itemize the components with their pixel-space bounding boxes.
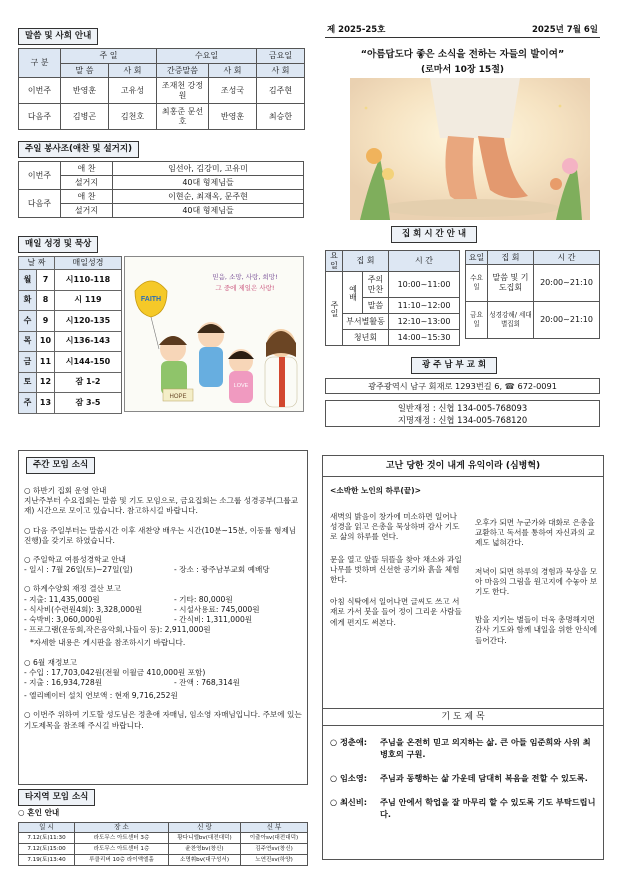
- issue-date: 2025년 7월 6일: [531, 25, 598, 35]
- bible-head-reading: 매일성경: [55, 257, 122, 270]
- sermon-head-sunday: 주 일: [61, 49, 157, 64]
- sermon-head-friday: 금요일: [257, 49, 305, 64]
- meetings-right-table: [465, 250, 600, 339]
- art-caption-1: 믿음, 소망, 사랑, 희망!: [212, 273, 278, 281]
- finance-line: - 간식비: 1,311,000원: [174, 615, 253, 625]
- finance-line: - 엘리베이터 설치 연보액 : 현재 9,716,252원: [24, 691, 178, 701]
- general-account: 일반재정 : 신협 134-005-768093: [397, 403, 528, 413]
- service-role: 애 찬: [61, 190, 113, 204]
- prayer-list: [330, 736, 598, 820]
- meet-time: 11:10~12:00: [389, 298, 460, 314]
- service-names: 40대 형제님들: [113, 204, 304, 218]
- children-illustration-art: [125, 257, 304, 412]
- meet-day: 금요일: [466, 302, 488, 339]
- bible-reading: 잠 1-2: [55, 372, 122, 393]
- wedding-heading: ○ 혼인 안내: [18, 808, 60, 817]
- bible-date: 9: [37, 311, 55, 332]
- cell: 김주현: [257, 78, 305, 104]
- meet-worship-label: 예배: [343, 272, 363, 314]
- service-role: 애 찬: [61, 162, 113, 176]
- wedding-head: 일 시: [19, 823, 75, 833]
- service-names: 40대 형제님들: [113, 176, 304, 190]
- bible-day: 수: [19, 311, 37, 332]
- service-group: 다음주: [19, 190, 61, 218]
- love-text: LOVE: [233, 383, 249, 389]
- bible-reading: 시120-135: [55, 311, 122, 332]
- finance-line: - 지출 : 16,934,728원: [24, 678, 103, 688]
- bible-day: 월: [19, 270, 37, 291]
- bible-date: 12: [37, 372, 55, 393]
- faith-text: FAITH: [140, 296, 162, 303]
- wedding-table: [18, 822, 308, 866]
- cell: 고유성: [109, 78, 157, 104]
- meet-time: 12:10~13:00: [389, 314, 460, 330]
- bible-reading: 시136-143: [55, 331, 122, 352]
- meet-sunday-label: 주일: [326, 272, 343, 346]
- row-label: 다음주: [19, 104, 61, 130]
- meet-name: 주의 만찬: [363, 272, 389, 298]
- poem-stanza: 문을 열고 앞뜰 뒤뜰을 찾아 채소와 과일나무를 벗하며 신선한 공기와 흙을 체험한다.: [330, 554, 462, 585]
- theme-verse: “아름답도다 좋은 소식을 전하는 자들의 발이여”: [360, 49, 565, 60]
- weekly-section-title: 주간 모임 소식: [26, 457, 95, 474]
- meet-time: 14:00~15:30: [389, 330, 460, 346]
- table-row: [19, 833, 308, 844]
- church-name: 광 주 남 부 교 회: [411, 357, 497, 374]
- cell: 7.12(토)11:30: [19, 833, 75, 844]
- prayer-title: 기 도 제 목: [322, 708, 604, 726]
- bulletin-header: [325, 20, 600, 38]
- prayer-name: ○ 정춘애:: [330, 737, 367, 747]
- table-row: [19, 270, 122, 291]
- church-address: 광주광역시 남구 회재로 1293번길 6,: [368, 381, 503, 391]
- service-section-title: 주일 봉사조(애찬 및 설거지): [18, 141, 139, 158]
- service-role: 설거지: [61, 176, 113, 190]
- weekly-item: ○ 하반기 집회 운영 안내: [24, 486, 107, 495]
- bible-date: 13: [37, 393, 55, 414]
- table-row: [19, 104, 305, 130]
- weekly-item: ○ 주일학교 여름성경학교 안내: [24, 555, 126, 565]
- relief-account: 지명재정 : 신협 134-005-768120: [397, 415, 528, 425]
- prayer-text: 주님과 동행하는 삶 가운데 담대히 복음을 전할 수 있도록.: [380, 773, 588, 783]
- bible-date: 8: [37, 290, 55, 311]
- cell: 소명휘bv(대구성서): [169, 855, 241, 866]
- church-address-box: [325, 378, 600, 394]
- table-row: [19, 290, 122, 311]
- prayer-item: [330, 796, 598, 820]
- poem-stanza: 저녁이 되면 하루의 경험과 묵상을 모아 마음의 그림을 원고지에 수놓아 보기도 한다.: [475, 566, 598, 597]
- poem-stanza: 새벽의 밝음이 창가에 미소하면 일어나 성경을 읽고 은총을 묵상하며 감사 기도로 삶의 하루를 연다.: [330, 512, 460, 542]
- meet-name: 말씀: [363, 298, 389, 314]
- bible-day: 토: [19, 372, 37, 393]
- service-names: 이현순, 최재옥, 문주현: [113, 190, 304, 204]
- bible-section-title: 매일 성경 및 묵상: [18, 236, 98, 253]
- cell: 7.12(토)15:00: [19, 844, 75, 855]
- finance-line: - 숙박비: 3,060,000원: [24, 615, 103, 625]
- sermon-head-category: 구 분: [19, 49, 61, 78]
- hope-text: HOPE: [169, 394, 187, 400]
- weekly-item-text: 지난주부터 수요집회는 말씀 및 기도 모임으로, 금요집회는 소그룹 성경공부(그룹교재) 시간으로 모이고 있습니다. 참고하시길 바랍니다.: [24, 496, 299, 516]
- cell: 황다니엘bv(대전대덕): [169, 833, 241, 844]
- service-group: 이번주: [19, 162, 61, 190]
- row-label: 이번주: [19, 78, 61, 104]
- table-row: [19, 352, 122, 373]
- weekly-news-body: [24, 486, 304, 731]
- sermon-head-wednesday: 수요일: [157, 49, 257, 64]
- bible-reading: 시 119: [55, 290, 122, 311]
- bible-head-date: 날 짜: [19, 257, 55, 270]
- bible-date: 11: [37, 352, 55, 373]
- table-row: [19, 311, 122, 332]
- cell: 이출아sv(대전대덕): [241, 833, 308, 844]
- theme-verse-ref: (로마서 10장 15절): [420, 65, 504, 75]
- prayer-text: 주님 안에서 학업을 잘 마무리 할 수 있도록 기도 부탁드립니다.: [380, 797, 596, 819]
- meet-day: 수요일: [466, 265, 488, 302]
- poem-stanza: 밤을 지키는 별들이 더욱 총명해지면 감사 기도와 함께 내일을 위한 안식에 들어간다.: [475, 615, 598, 645]
- cell: 김병곤: [61, 104, 109, 130]
- feet-illustration: [350, 78, 590, 220]
- camp-place: - 장소 : 광주남부교회 예배당: [174, 565, 270, 575]
- meetings-section-title: 집 회 시 간 안 내: [391, 226, 477, 243]
- meet-head: 시 간: [534, 251, 600, 265]
- weekly-item: ○ 이번주 위하여 기도할 성도님은 정춘애 자매님, 임소영 자매님입니다. 주보에 있는 기도제목을 참조해 주시길 바랍니다.: [24, 710, 302, 730]
- table-row: [19, 78, 305, 104]
- cell: 최홍준 문선호: [157, 104, 209, 130]
- sermon-table: [18, 48, 304, 130]
- camp-date: - 일시 : 7월 26일(토)~27일(일): [24, 565, 133, 575]
- prayer-name: ○ 최신비:: [330, 797, 367, 807]
- accounts-box: [325, 400, 600, 427]
- cell: 김천호: [109, 104, 157, 130]
- other-section-title: 타지역 모임 소식: [18, 789, 95, 806]
- cell: 노연진sv(하양): [241, 855, 308, 866]
- sermon-sub: 간증말씀: [157, 64, 209, 78]
- finance-note: *자세한 내용은 게시판을 참조하시기 바랍니다.: [30, 638, 186, 648]
- children-illustration: [124, 256, 304, 412]
- finance-line: - 프로그램(운동회,작은음악회,나들이 등): 2,911,000원: [24, 625, 211, 635]
- meet-time: 10:00~11:00: [389, 272, 460, 298]
- sermon-section-title: 말씀 및 사회 안내: [18, 28, 98, 45]
- meet-name: 청년회: [343, 330, 389, 346]
- cell: 조성국: [209, 78, 257, 104]
- meditation-right-column: [475, 518, 599, 646]
- meet-name: 말씀 및 기도집회: [488, 265, 534, 302]
- table-row: [19, 844, 308, 855]
- cell: 조재천 강정원: [157, 78, 209, 104]
- sermon-sub: 사 회: [257, 64, 305, 78]
- meet-name: 부서별활동: [343, 314, 389, 330]
- meet-head: 집 회: [488, 251, 534, 265]
- meetings-left-table: [325, 250, 460, 346]
- service-role: 설거지: [61, 204, 113, 218]
- cell: 반영훈: [209, 104, 257, 130]
- bible-reading: 시110-118: [55, 270, 122, 291]
- bible-reading: 잠 3-5: [55, 393, 122, 414]
- weekly-item: ○ 다음 주일부터는 말씀시간 이후 새찬양 배우는 시간(10분~15분, 이동률 형제님 진행)을 갖기로 하였습니다.: [24, 525, 297, 545]
- table-row: [19, 331, 122, 352]
- bible-day: 목: [19, 331, 37, 352]
- table-row: [19, 855, 308, 866]
- cell: 최승한: [257, 104, 305, 130]
- meditation-left-column: [330, 512, 462, 628]
- meditation-subtitle: <소박한 노인의 하루(끝)>: [330, 486, 421, 495]
- wedding-head: 신 부: [241, 823, 308, 833]
- meet-time: 20:00~21:10: [534, 265, 600, 302]
- sermon-sub: 말 씀: [61, 64, 109, 78]
- table-row: [19, 393, 122, 414]
- finance-line: - 시설사용료: 745,000원: [174, 604, 260, 614]
- meet-head: 시 간: [389, 251, 460, 272]
- issue-number: 제 2025-25호: [327, 25, 386, 35]
- finance-line: - 지출: 11,435,000원: [24, 594, 100, 604]
- weekly-item: ○ 하계수양회 재정 결산 보고: [24, 584, 121, 594]
- sermon-sub: 사 회: [209, 64, 257, 78]
- service-table: [18, 161, 304, 218]
- service-names: 임선아, 김강미, 고유미: [113, 162, 304, 176]
- cell: 라도무스 아트센터 3층: [75, 833, 169, 844]
- prayer-text: 주님을 온전히 믿고 의지하는 삶. 큰 아들 임준희와 사위 최병호의 구원.: [380, 737, 591, 759]
- meet-head: 요일: [326, 251, 343, 272]
- finance-line: - 식사비(수련원4회): 3,328,000원: [24, 604, 143, 614]
- meet-head: 요일: [466, 251, 488, 265]
- weekly-item: ○ 6월 재정보고: [24, 657, 77, 667]
- prayer-name: ○ 임소영:: [330, 773, 367, 783]
- wedding-head: 신 랑: [169, 823, 241, 833]
- wedding-head: 장 소: [75, 823, 169, 833]
- meet-head: 집 회: [343, 251, 389, 272]
- sermon-sub: 사 회: [109, 64, 157, 78]
- prayer-item: [330, 736, 598, 760]
- cell: 김주연sv(창신): [241, 844, 308, 855]
- meet-time: 20:00~21:10: [534, 302, 600, 339]
- finance-line: - 수입 : 17,703,042원(전월 이월금 410,000원 포함): [24, 667, 206, 677]
- bible-day: 금: [19, 352, 37, 373]
- cell: 반영훈: [61, 78, 109, 104]
- bible-day: 화: [19, 290, 37, 311]
- cell: 윤찬영bv(창신): [169, 844, 241, 855]
- poem-stanza: 아침 식탁에서 일어나면 글씨도 쓰고 서재로 가서 붓을 들어 정이 그리운 사람들에게 편지도 써본다.: [330, 597, 462, 627]
- cell: 라도무스 아트센터 1층: [75, 844, 169, 855]
- bible-reading: 시144-150: [55, 352, 122, 373]
- cell: 7.19(토)13:40: [19, 855, 75, 866]
- church-phone: 672-0091: [517, 381, 557, 391]
- bible-date: 10: [37, 331, 55, 352]
- art-caption-2: 그 중에 제일은 사랑!: [215, 284, 275, 292]
- meet-name: 성경강해/ 세대별집회: [488, 302, 534, 339]
- meditation-title: 고난 당한 것이 내게 유익이라 (심병혁): [322, 455, 604, 477]
- prayer-item: [330, 772, 598, 784]
- poem-stanza: 오후가 되면 누군가와 대화로 은총을 교환하고 독서를 통하여 자신과의 교제도 넓혀간다.: [475, 518, 595, 548]
- table-row: [19, 372, 122, 393]
- bible-table: [18, 256, 122, 414]
- phone-icon: ☎: [504, 381, 515, 391]
- bible-date: 7: [37, 270, 55, 291]
- finance-line: - 잔액 : 768,314원: [174, 678, 240, 688]
- cell: 루클리버 10층 라이액엘홀: [75, 855, 169, 866]
- bible-day: 주: [19, 393, 37, 414]
- finance-line: - 기타: 80,000원: [174, 594, 233, 604]
